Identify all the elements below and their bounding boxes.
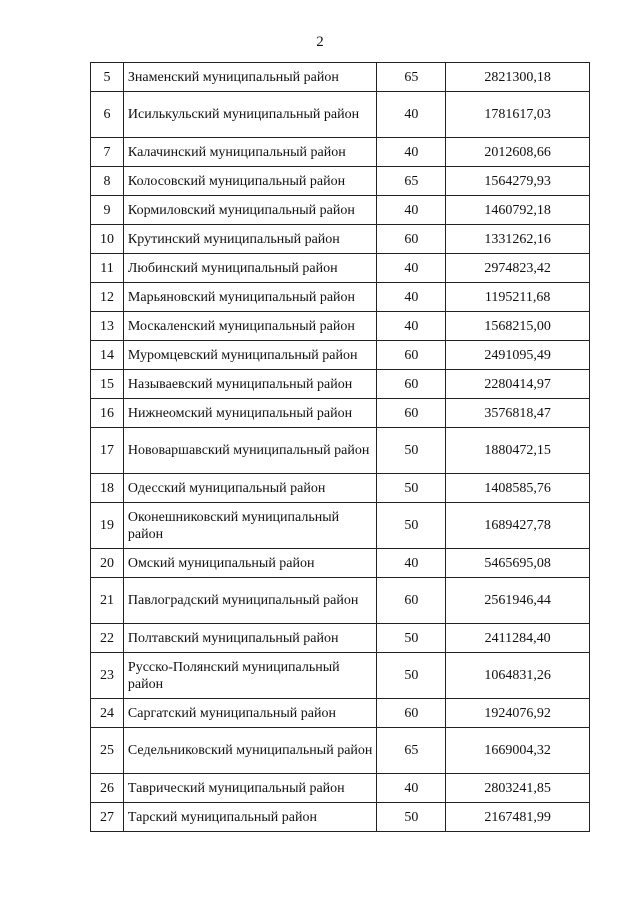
amount-value: 3576818,47	[446, 399, 590, 428]
table-row	[91, 803, 590, 832]
amount-value: 1669004,32	[446, 728, 590, 774]
amount-value: 2012608,66	[446, 138, 590, 167]
amount-value: 2491095,49	[446, 341, 590, 370]
table-row	[91, 474, 590, 503]
table-row	[91, 624, 590, 653]
district-name: Исилькульский муниципальный район	[123, 92, 377, 138]
row-number: 7	[91, 138, 124, 167]
district-name: Кормиловский муниципальный район	[123, 196, 377, 225]
district-name: Полтавский муниципальный район	[123, 624, 377, 653]
row-number: 10	[91, 225, 124, 254]
percent-value: 60	[377, 699, 446, 728]
district-name: Таврический муниципальный район	[123, 774, 377, 803]
district-name: Называевский муниципальный район	[123, 370, 377, 399]
percent-value: 40	[377, 196, 446, 225]
district-name: Нижнеомский муниципальный район	[123, 399, 377, 428]
row-number: 8	[91, 167, 124, 196]
district-table	[90, 62, 590, 832]
amount-value: 1924076,92	[446, 699, 590, 728]
amount-value: 1195211,68	[446, 283, 590, 312]
district-name: Седельниковский муниципальный район	[123, 728, 377, 774]
percent-value: 50	[377, 624, 446, 653]
amount-value: 1880472,15	[446, 428, 590, 474]
amount-value: 1689427,78	[446, 503, 590, 549]
row-number: 19	[91, 503, 124, 549]
row-number: 20	[91, 549, 124, 578]
table-row	[91, 578, 590, 624]
table-row	[91, 699, 590, 728]
percent-value: 40	[377, 549, 446, 578]
district-name: Знаменский муниципальный район	[123, 63, 377, 92]
row-number: 14	[91, 341, 124, 370]
percent-value: 40	[377, 138, 446, 167]
page-number: 2	[316, 34, 324, 50]
table-row	[91, 653, 590, 699]
district-name: Москаленский муниципальный район	[123, 312, 377, 341]
row-number: 26	[91, 774, 124, 803]
district-name: Калачинский муниципальный район	[123, 138, 377, 167]
amount-value: 2411284,40	[446, 624, 590, 653]
row-number: 13	[91, 312, 124, 341]
row-number: 17	[91, 428, 124, 474]
table-row	[91, 92, 590, 138]
row-number: 23	[91, 653, 124, 699]
percent-value: 40	[377, 254, 446, 283]
table-row	[91, 728, 590, 774]
table-row	[91, 399, 590, 428]
table-row	[91, 341, 590, 370]
district-name: Одесский муниципальный район	[123, 474, 377, 503]
row-number: 12	[91, 283, 124, 312]
percent-value: 50	[377, 653, 446, 699]
percent-value: 65	[377, 63, 446, 92]
percent-value: 60	[377, 225, 446, 254]
row-number: 24	[91, 699, 124, 728]
table-row	[91, 503, 590, 549]
table-row	[91, 138, 590, 167]
table-row	[91, 312, 590, 341]
amount-value: 5465695,08	[446, 549, 590, 578]
row-number: 27	[91, 803, 124, 832]
district-name: Оконешниковский муниципальный район	[123, 503, 377, 549]
row-number: 9	[91, 196, 124, 225]
amount-value: 2803241,85	[446, 774, 590, 803]
table-row	[91, 254, 590, 283]
table-row	[91, 283, 590, 312]
percent-value: 40	[377, 92, 446, 138]
percent-value: 60	[377, 399, 446, 428]
percent-value: 65	[377, 167, 446, 196]
amount-value: 2167481,99	[446, 803, 590, 832]
amount-value: 1064831,26	[446, 653, 590, 699]
amount-value: 1568215,00	[446, 312, 590, 341]
row-number: 15	[91, 370, 124, 399]
row-number: 18	[91, 474, 124, 503]
table-row	[91, 63, 590, 92]
table-row	[91, 774, 590, 803]
amount-value: 1408585,76	[446, 474, 590, 503]
row-number: 5	[91, 63, 124, 92]
amount-value: 2280414,97	[446, 370, 590, 399]
row-number: 25	[91, 728, 124, 774]
percent-value: 40	[377, 312, 446, 341]
row-number: 6	[91, 92, 124, 138]
amount-value: 1460792,18	[446, 196, 590, 225]
percent-value: 60	[377, 341, 446, 370]
district-name: Крутинский муниципальный район	[123, 225, 377, 254]
amount-value: 2821300,18	[446, 63, 590, 92]
district-name: Нововаршавский муниципальный район	[123, 428, 377, 474]
percent-value: 40	[377, 774, 446, 803]
amount-value: 1564279,93	[446, 167, 590, 196]
district-name: Муромцевский муниципальный район	[123, 341, 377, 370]
table-row	[91, 370, 590, 399]
percent-value: 40	[377, 283, 446, 312]
district-name: Омский муниципальный район	[123, 549, 377, 578]
percent-value: 50	[377, 803, 446, 832]
percent-value: 60	[377, 370, 446, 399]
percent-value: 50	[377, 503, 446, 549]
table-row	[91, 167, 590, 196]
amount-value: 1331262,16	[446, 225, 590, 254]
row-number: 11	[91, 254, 124, 283]
district-name: Колосовский муниципальный район	[123, 167, 377, 196]
district-name: Марьяновский муниципальный район	[123, 283, 377, 312]
percent-value: 50	[377, 474, 446, 503]
row-number: 22	[91, 624, 124, 653]
table-row	[91, 225, 590, 254]
percent-value: 65	[377, 728, 446, 774]
district-name: Саргатский муниципальный район	[123, 699, 377, 728]
table-row	[91, 428, 590, 474]
amount-value: 1781617,03	[446, 92, 590, 138]
percent-value: 60	[377, 578, 446, 624]
row-number: 16	[91, 399, 124, 428]
row-number: 21	[91, 578, 124, 624]
district-name: Тарский муниципальный район	[123, 803, 377, 832]
district-name: Павлоградский муниципальный район	[123, 578, 377, 624]
table-row	[91, 549, 590, 578]
table-row	[91, 196, 590, 225]
percent-value: 50	[377, 428, 446, 474]
district-name: Русско-Полянский муниципальный район	[123, 653, 377, 699]
amount-value: 2974823,42	[446, 254, 590, 283]
amount-value: 2561946,44	[446, 578, 590, 624]
district-name: Любинский муниципальный район	[123, 254, 377, 283]
